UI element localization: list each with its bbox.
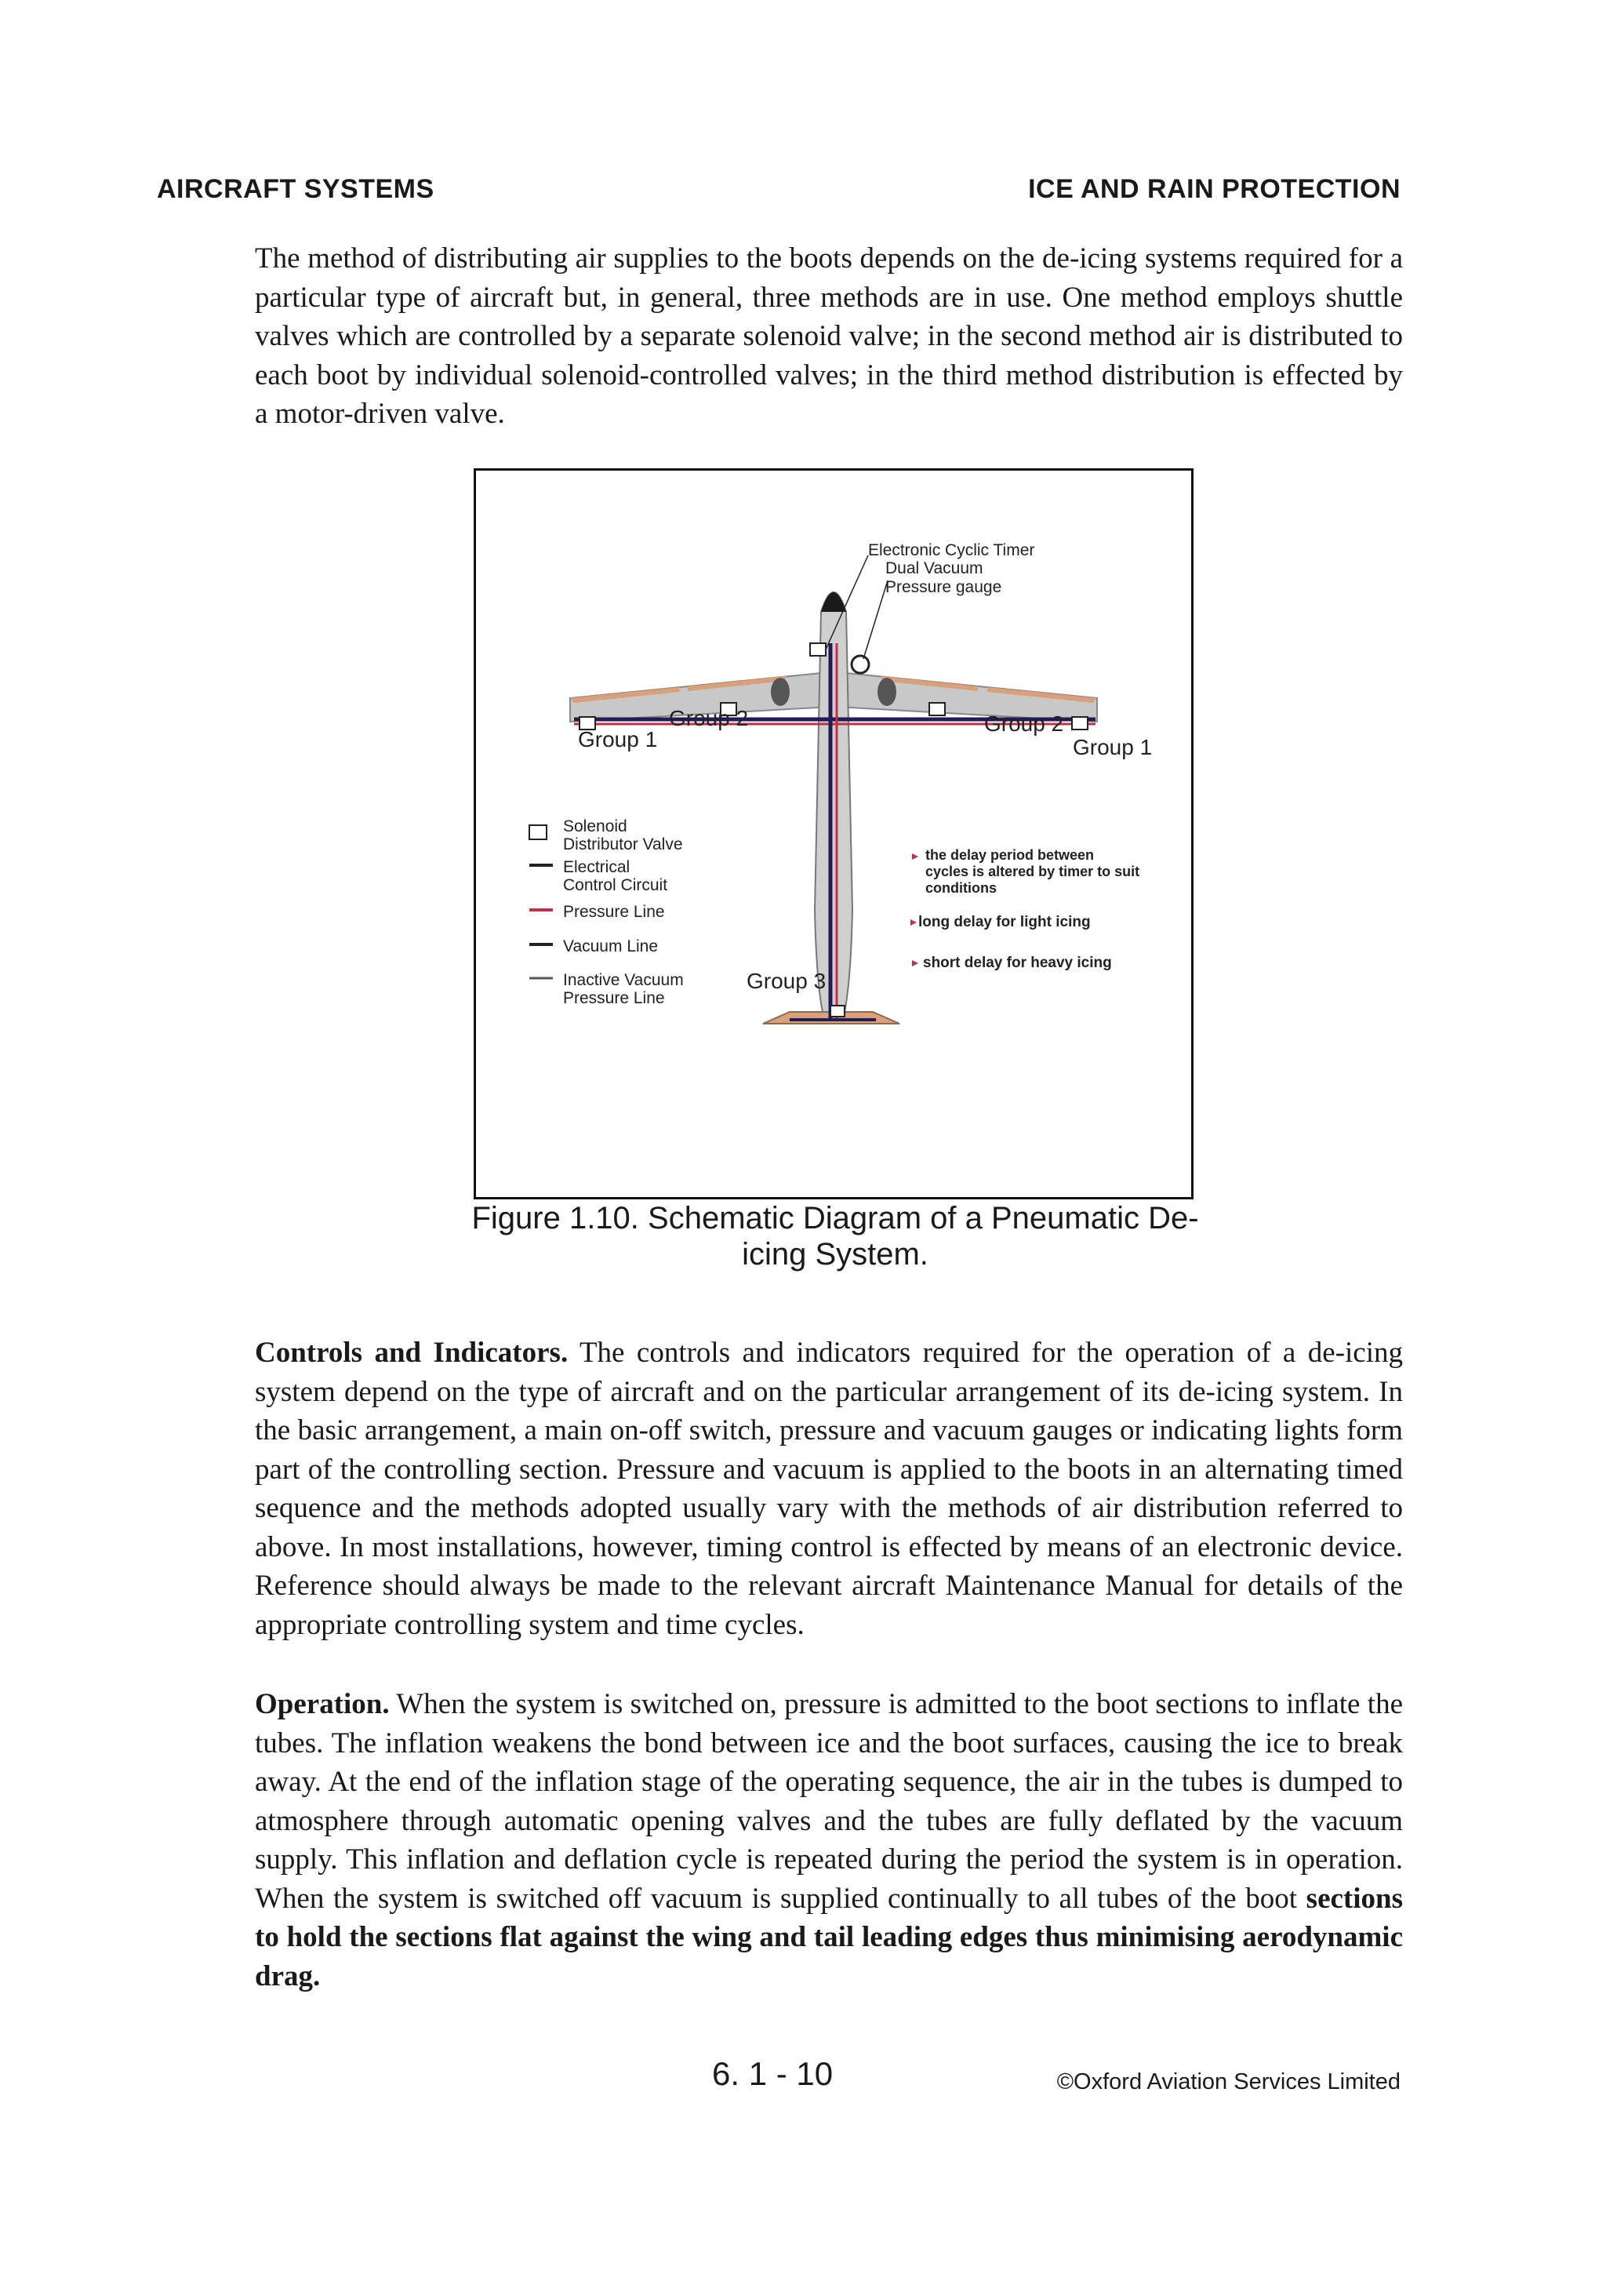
left-engine xyxy=(771,678,790,706)
label-cyclic-timer: Electronic Cyclic Timer xyxy=(868,541,1035,559)
running-header-right: ICE AND RAIN PROTECTION xyxy=(1028,174,1401,204)
page-number: 6. 1 - 10 xyxy=(712,2055,834,2092)
legend-inactive-line2: Pressure Line xyxy=(563,989,665,1007)
solenoid-valve-right-outer xyxy=(1072,717,1088,730)
label-right-group1: Group 1 xyxy=(1073,735,1153,759)
label-left-group1: Group 1 xyxy=(578,727,658,751)
copyright-notice: ©Oxford Aviation Services Limited xyxy=(1056,2069,1401,2094)
note-delay-line1: the delay period between xyxy=(925,847,1095,863)
caption-line2: icing System. xyxy=(742,1237,928,1272)
cyclic-timer-box xyxy=(810,643,826,656)
legend-solenoid-line1: Solenoid xyxy=(563,817,627,835)
label-gauge-line2: Pressure gauge xyxy=(885,578,1002,596)
note-long-delay: long delay for light icing xyxy=(918,914,1091,930)
note-marker-delay xyxy=(912,853,918,860)
section-heading-controls: Controls and Indicators. xyxy=(255,1337,569,1369)
note-marker-short xyxy=(912,960,918,966)
legend-electrical-line2: Control Circuit xyxy=(563,876,668,894)
legend-pressure-line1: Pressure Line xyxy=(563,903,665,921)
body-paragraph-controls xyxy=(255,1334,1403,1644)
section-heading-operation: Operation. xyxy=(255,1688,390,1720)
nose-cone xyxy=(821,592,846,612)
legend-vacuum-line1: Vacuum Line xyxy=(563,937,659,955)
solenoid-valve-tail xyxy=(830,1006,845,1017)
right-engine xyxy=(877,678,896,706)
operation-text: When the system is switched on, pressure is admitted to the boot sections to inflate the tubes. The inflation weakens the bond between ice and the boot surfaces, causing the ice to break away. At the end of the inflation stage of the operating sequence, the air in the tubes is dumped to atmosphere through automatic opening valves and the tubes are fully deflated by the vacuum supply. This inflation and deflation cycle is repeated during the period the system is in operation. When the system is switched off vacuum is supplied continually to all tubes of the boot xyxy=(255,1688,1403,1915)
body-paragraph-operation xyxy=(255,1685,1403,1996)
legend-solenoid-symbol xyxy=(529,825,547,839)
deicing-schematic xyxy=(476,471,1191,1197)
figure-caption xyxy=(471,1200,1200,1272)
legend-inactive-line1: Inactive Vacuum xyxy=(563,971,684,989)
controls-text: The controls and indicators required for the operation of a de-icing system depend on the type of aircraft and on the particular arrangement of its de-icing system. In the basic arrangement, a main on-off switch, pressure and vacuum gauges or indicating lights form part of the controlling section. Pressure and vacuum is applied to the boots in an alternating timed sequence and the methods adopted usually vary with the methods of air distribution referred to above. In most installations, however, timing control is effected by means of an electronic device. Reference should always be made to the relevant aircraft Maintenance Manual for details of the appropriate controlling system and time cycles. xyxy=(255,1337,1403,1641)
label-right-group2: Group 2 xyxy=(984,711,1064,736)
label-gauge-line1: Dual Vacuum xyxy=(885,559,983,577)
figure-frame xyxy=(474,468,1194,1199)
solenoid-valve-right-inner xyxy=(929,703,945,715)
body-paragraph-distribution: The method of distributing air supplies to the boots depends on the de-icing systems required for a particular type of aircraft but, in general, three methods are in use. One method employs shuttle valves which are controlled by a separate solenoid valve; in the second method air is distributed to each boot by individual solenoid-controlled valves; in the third method distribution is effected by a motor-driven valve. xyxy=(255,242,1403,430)
running-header-left: AIRCRAFT SYSTEMS xyxy=(157,174,434,204)
note-delay-line3: conditions xyxy=(925,880,997,896)
label-tail-group3: Group 3 xyxy=(747,969,827,993)
label-left-group2: Group 2 xyxy=(669,706,749,730)
gauge-leader-line xyxy=(863,580,888,659)
vacuum-pressure-gauge-icon xyxy=(852,656,869,673)
legend-electrical-line1: Electrical xyxy=(563,858,630,876)
operation-bold-tail: sections to hold the sections flat against the wing and tail leading edges thus minimising aerodynamic drag. xyxy=(255,1882,1403,1992)
note-marker-long xyxy=(910,919,917,926)
note-delay-line2: cycles is altered by timer to suit xyxy=(925,864,1140,879)
caption-line1: Figure 1.10. Schematic Diagram of a Pneumatic De- xyxy=(471,1201,1199,1235)
note-short-delay: short delay for heavy icing xyxy=(923,955,1112,971)
legend-solenoid-line2: Distributor Valve xyxy=(563,835,683,853)
